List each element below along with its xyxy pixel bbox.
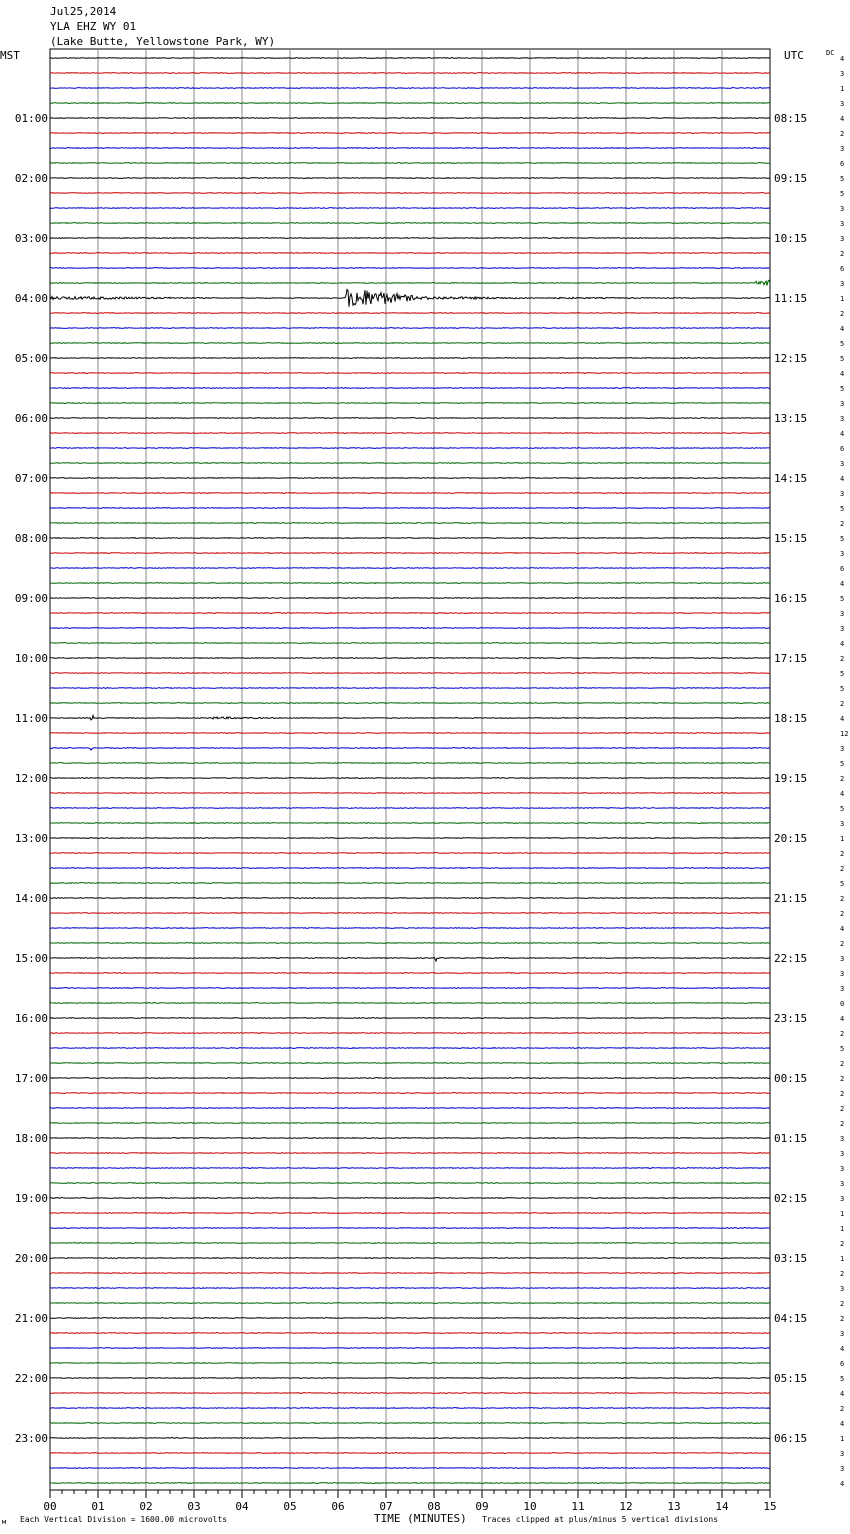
- dc-offset-label: 3: [840, 610, 845, 618]
- seismic-trace: [50, 1153, 770, 1154]
- dc-offset-label: 4: [840, 1390, 845, 1398]
- seismic-trace: [50, 703, 770, 704]
- dc-offset-label: 2: [840, 865, 845, 873]
- dc-offset-label: 3: [840, 1285, 845, 1293]
- seismic-trace: [50, 568, 770, 569]
- left-hour-label: 20:00: [14, 1252, 48, 1265]
- seismic-trace: [50, 1363, 770, 1364]
- seismic-trace: [50, 1183, 770, 1184]
- seismic-trace: [50, 748, 770, 750]
- left-hour-label: 16:00: [14, 1012, 48, 1025]
- seismic-trace: [50, 1048, 770, 1049]
- dc-offset-label: 2: [840, 310, 845, 318]
- dc-offset-label: 5: [840, 595, 845, 603]
- right-hour-label: 03:15: [774, 1252, 808, 1265]
- dc-offset-label: 3: [840, 985, 845, 993]
- dc-offset-label: 2: [840, 250, 845, 258]
- right-hour-label: 10:15: [774, 232, 808, 245]
- dc-offset-label: 3: [840, 70, 845, 78]
- seismic-trace: [50, 448, 770, 449]
- dc-offset-label: 4: [840, 430, 845, 438]
- dc-offset-label: 12: [840, 730, 849, 738]
- x-tick-label: 02: [139, 1500, 153, 1513]
- seismic-trace: [50, 58, 770, 59]
- right-hour-label: 13:15: [774, 412, 808, 425]
- dc-offset-label: 2: [840, 775, 845, 783]
- seismic-trace: [50, 928, 770, 929]
- dc-offset-label: 3: [840, 745, 845, 753]
- seismic-trace: [50, 289, 770, 306]
- x-tick-label: 00: [43, 1500, 57, 1513]
- dc-offset-label: 6: [840, 265, 845, 273]
- dc-offset-label: 5: [840, 1045, 845, 1053]
- dc-offset-label: 3: [840, 235, 845, 243]
- dc-offset-label: 5: [840, 385, 845, 393]
- dc-offset-label: 3: [840, 625, 845, 633]
- dc-offset-label: 2: [840, 910, 845, 918]
- seismic-trace: [50, 1468, 770, 1469]
- dc-offset-label: 6: [840, 445, 845, 453]
- right-hour-label: 06:15: [774, 1432, 808, 1445]
- seismic-trace: [50, 1033, 770, 1034]
- seismic-trace: [50, 238, 770, 239]
- seismic-trace: [50, 178, 770, 179]
- seismic-trace: [50, 1003, 770, 1004]
- dc-offset-label: 2: [840, 1090, 845, 1098]
- dc-offset-label: 2: [840, 700, 845, 708]
- dc-offset-label: 3: [840, 1135, 845, 1143]
- dc-offset-label: 2: [840, 1105, 845, 1113]
- dc-offset-label: 4: [840, 1480, 845, 1488]
- dc-offset-label: 3: [840, 1165, 845, 1173]
- left-hour-label: 19:00: [14, 1192, 48, 1205]
- trace-lines: [50, 58, 770, 1484]
- right-hour-label: 02:15: [774, 1192, 808, 1205]
- dc-offset-label: 2: [840, 520, 845, 528]
- dc-offset-label: 5: [840, 670, 845, 678]
- x-tick-label: 04: [235, 1500, 249, 1513]
- plot-frame: [50, 49, 770, 1490]
- left-hour-label: 13:00: [14, 832, 48, 845]
- seismic-trace: [50, 118, 770, 119]
- date-label: Jul25,2014: [50, 5, 117, 18]
- dc-offset-label: 3: [840, 1195, 845, 1203]
- left-hour-label: 08:00: [14, 532, 48, 545]
- seismic-trace: [50, 343, 770, 344]
- dc-offset-label: 1: [840, 1210, 845, 1218]
- x-tick-label: 10: [523, 1500, 537, 1513]
- dc-offset-label: 6: [840, 1360, 845, 1368]
- dc-offset-label: 5: [840, 685, 845, 693]
- dc-offset-label: 3: [840, 490, 845, 498]
- right-hour-label: 16:15: [774, 592, 808, 605]
- clip-note: Traces clipped at plus/minus 5 vertical divisions: [482, 1515, 719, 1524]
- seismic-trace: [50, 1378, 770, 1379]
- dc-offset-label: 5: [840, 760, 845, 768]
- right-hour-label: 20:15: [774, 832, 808, 845]
- seismic-trace: [50, 148, 770, 149]
- right-hour-label: 09:15: [774, 172, 808, 185]
- seismic-trace: [50, 493, 770, 494]
- dc-offset-label: 4: [840, 475, 845, 483]
- dc-label: DC: [826, 49, 835, 57]
- seismic-trace: [50, 733, 770, 734]
- dc-offset-label: 4: [840, 790, 845, 798]
- left-hour-label: 18:00: [14, 1132, 48, 1145]
- location-label: (Lake Butte, Yellowstone Park, WY): [50, 35, 276, 48]
- dc-offset-label: 3: [840, 1450, 845, 1458]
- seismic-trace: [50, 328, 770, 329]
- x-tick-label: 13: [667, 1500, 681, 1513]
- right-hour-label: 08:15: [774, 112, 808, 125]
- dc-offset-label: 4: [840, 640, 845, 648]
- dc-offset-label: 2: [840, 130, 845, 138]
- dc-offset-label: 3: [840, 100, 845, 108]
- seismic-trace: [50, 73, 770, 74]
- seismic-trace: [50, 223, 770, 224]
- left-timezone-label: MST: [0, 49, 20, 62]
- scale-note: Each Vertical Division = 1600.00 microvolts: [20, 1515, 228, 1524]
- seismic-trace: [50, 1018, 770, 1019]
- dc-offset-label: 4: [840, 715, 845, 723]
- dc-offset-label: 2: [840, 1240, 845, 1248]
- dc-offset-label: 5: [840, 355, 845, 363]
- left-hour-label: 17:00: [14, 1072, 48, 1085]
- left-hour-label: 15:00: [14, 952, 48, 965]
- seismic-trace: [50, 1393, 770, 1394]
- seismic-trace: [50, 313, 770, 314]
- seismic-trace: [50, 778, 770, 779]
- right-timezone-label: UTC: [784, 49, 804, 62]
- seismic-trace: [50, 1288, 770, 1289]
- seismic-trace: [50, 1303, 770, 1304]
- dc-offset-label: 5: [840, 340, 845, 348]
- seismic-trace: [50, 688, 770, 689]
- seismic-trace: [50, 403, 770, 404]
- left-hour-label: 14:00: [14, 892, 48, 905]
- dc-offset-label: 2: [840, 1300, 845, 1308]
- dc-offset-label: 2: [840, 1030, 845, 1038]
- dc-offset-label: 2: [840, 1075, 845, 1083]
- seismic-trace: [50, 433, 770, 434]
- seismic-trace: [50, 103, 770, 104]
- seismic-trace: [50, 973, 770, 974]
- dc-offset-label: 3: [840, 1465, 845, 1473]
- dc-offset-label: 3: [840, 1330, 845, 1338]
- dc-offset-label: 5: [840, 805, 845, 813]
- seismic-trace: [50, 643, 770, 644]
- x-tick-label: 01: [91, 1500, 105, 1513]
- right-hour-label: 22:15: [774, 952, 808, 965]
- seismic-trace: [50, 673, 770, 674]
- seismic-trace: [50, 658, 770, 659]
- dc-offset-label: 1: [840, 85, 845, 93]
- right-hour-label: 00:15: [774, 1072, 808, 1085]
- seismic-trace: [50, 868, 770, 869]
- dc-offset-label: 2: [840, 1060, 845, 1068]
- dc-offset-label: 3: [840, 220, 845, 228]
- seismic-trace: [50, 373, 770, 374]
- dc-offset-label: 6: [840, 565, 845, 573]
- left-hour-label: 22:00: [14, 1372, 48, 1385]
- seismic-trace: [50, 1198, 770, 1199]
- seismic-trace: [50, 913, 770, 914]
- station-label: YLA EHZ WY 01: [50, 20, 137, 33]
- dc-offset-label: 3: [840, 1180, 845, 1188]
- seismic-trace: [50, 418, 770, 419]
- dc-offset-label: 6: [840, 160, 845, 168]
- seismic-trace: [50, 1258, 770, 1259]
- grid: [50, 49, 770, 1490]
- left-hour-label: 10:00: [14, 652, 48, 665]
- dc-offset-label: 1: [840, 1435, 845, 1443]
- seismic-trace: [50, 838, 770, 839]
- seismic-trace: [50, 1438, 770, 1439]
- seismic-trace: [50, 538, 770, 539]
- left-hour-label: 09:00: [14, 592, 48, 605]
- dc-offset-label: 4: [840, 925, 845, 933]
- left-hour-label: 06:00: [14, 412, 48, 425]
- right-hour-label: 04:15: [774, 1312, 808, 1325]
- seismic-trace: [50, 1453, 770, 1454]
- seismic-trace: [50, 1333, 770, 1334]
- seismic-trace: [50, 1423, 770, 1424]
- seismic-trace: [50, 988, 770, 989]
- seismic-trace: [50, 1063, 770, 1064]
- dc-offset-label: 3: [840, 955, 845, 963]
- x-tick-label: 08: [427, 1500, 441, 1513]
- dc-offset-label: 2: [840, 940, 845, 948]
- dc-offset-label: 4: [840, 1420, 845, 1428]
- x-tick-label: 07: [379, 1500, 393, 1513]
- dc-offset-label: 3: [840, 460, 845, 468]
- axis-labels: [15, 55, 849, 1513]
- left-hour-label: 11:00: [14, 712, 48, 725]
- seismic-trace: [50, 1108, 770, 1109]
- seismic-trace: [50, 943, 770, 944]
- dc-offset-label: 1: [840, 835, 845, 843]
- seismic-trace: [50, 1138, 770, 1139]
- seismic-trace: [50, 613, 770, 614]
- seismic-trace: [50, 1168, 770, 1169]
- dc-offset-label: 2: [840, 1315, 845, 1323]
- seismic-trace: [50, 883, 770, 884]
- seismic-trace: [50, 808, 770, 809]
- dc-offset-label: 5: [840, 175, 845, 183]
- right-hour-label: 21:15: [774, 892, 808, 905]
- dc-offset-label: 4: [840, 370, 845, 378]
- dc-offset-label: 3: [840, 970, 845, 978]
- seismic-trace: [50, 280, 770, 285]
- x-tick-label: 06: [331, 1500, 345, 1513]
- seismic-trace: [50, 1213, 770, 1214]
- seismic-trace: [50, 508, 770, 509]
- seismic-trace: [50, 1228, 770, 1229]
- dc-offset-label: 3: [840, 205, 845, 213]
- right-hour-label: 12:15: [774, 352, 808, 365]
- x-tick-label: 09: [475, 1500, 489, 1513]
- dc-offset-label: 1: [840, 1225, 845, 1233]
- dc-offset-label: 2: [840, 895, 845, 903]
- dc-offset-label: 4: [840, 580, 845, 588]
- corner-mark: м: [2, 1518, 7, 1526]
- dc-offset-label: 3: [840, 1150, 845, 1158]
- dc-offset-label: 2: [840, 655, 845, 663]
- dc-offset-label: 5: [840, 190, 845, 198]
- dc-offset-label: 1: [840, 295, 845, 303]
- dc-offset-label: 3: [840, 400, 845, 408]
- dc-offset-label: 4: [840, 115, 845, 123]
- dc-offset-label: 3: [840, 415, 845, 423]
- x-tick-label: 11: [571, 1500, 585, 1513]
- seismic-trace: [50, 478, 770, 479]
- right-hour-label: 15:15: [774, 532, 808, 545]
- right-hour-label: 18:15: [774, 712, 808, 725]
- seismic-trace: [50, 957, 770, 961]
- seismic-trace: [50, 1078, 770, 1079]
- right-hour-label: 14:15: [774, 472, 808, 485]
- dc-offset-label: 5: [840, 505, 845, 513]
- seismic-trace: [50, 598, 770, 599]
- dc-offset-label: 4: [840, 1015, 845, 1023]
- seismic-trace: [50, 582, 770, 583]
- seismic-trace: [50, 1123, 770, 1124]
- seismic-trace: [50, 133, 770, 134]
- seismic-trace: [50, 1318, 770, 1319]
- dc-offset-label: 2: [840, 1405, 845, 1413]
- dc-offset-label: 2: [840, 1120, 845, 1128]
- x-tick-label: 14: [715, 1500, 729, 1513]
- seismic-trace: [50, 163, 770, 164]
- right-hour-label: 19:15: [774, 772, 808, 785]
- seismic-trace: [50, 553, 770, 554]
- dc-offset-label: 2: [840, 1270, 845, 1278]
- seismic-trace: [50, 1093, 770, 1094]
- dc-offset-label: 5: [840, 880, 845, 888]
- left-hour-label: 03:00: [14, 232, 48, 245]
- left-hour-label: 07:00: [14, 472, 48, 485]
- x-tick-label: 15: [763, 1500, 777, 1513]
- right-hour-label: 17:15: [774, 652, 808, 665]
- seismic-trace: [50, 628, 770, 629]
- seismic-trace: [50, 1348, 770, 1349]
- seismic-trace: [50, 463, 770, 464]
- x-tick-label: 03: [187, 1500, 201, 1513]
- dc-offset-label: 3: [840, 550, 845, 558]
- seismic-trace: [50, 88, 770, 89]
- seismic-trace: [50, 823, 770, 824]
- seismic-trace: [50, 853, 770, 854]
- left-hour-label: 12:00: [14, 772, 48, 785]
- right-hour-label: 11:15: [774, 292, 808, 305]
- seismic-trace: [50, 1408, 770, 1409]
- x-tick-label: 05: [283, 1500, 297, 1513]
- left-hour-label: 21:00: [14, 1312, 48, 1325]
- seismic-trace: [50, 1243, 770, 1244]
- seismic-trace: [50, 358, 770, 359]
- seismic-trace: [50, 388, 770, 389]
- left-hour-label: 02:00: [14, 172, 48, 185]
- x-axis-title: TIME (MINUTES): [374, 1512, 467, 1525]
- x-tick-label: 12: [619, 1500, 633, 1513]
- seismic-trace: [50, 1483, 770, 1484]
- dc-offset-label: 2: [840, 850, 845, 858]
- left-hour-label: 23:00: [14, 1432, 48, 1445]
- seismic-trace: [50, 793, 770, 794]
- dc-offset-label: 5: [840, 1375, 845, 1383]
- dc-offset-label: 5: [840, 535, 845, 543]
- right-hour-label: 01:15: [774, 1132, 808, 1145]
- seismic-trace: [50, 193, 770, 194]
- right-hour-label: 23:15: [774, 1012, 808, 1025]
- dc-offset-label: 3: [840, 145, 845, 153]
- dc-offset-label: 4: [840, 1345, 845, 1353]
- right-hour-label: 05:15: [774, 1372, 808, 1385]
- seismic-trace: [50, 715, 770, 719]
- seismic-trace: [50, 268, 770, 269]
- seismic-trace: [50, 208, 770, 209]
- seismic-trace: [50, 898, 770, 899]
- dc-offset-label: 1: [840, 1255, 845, 1263]
- dc-offset-label: 4: [840, 325, 845, 333]
- left-hour-label: 05:00: [14, 352, 48, 365]
- dc-offset-label: 3: [840, 280, 845, 288]
- seismic-trace: [50, 253, 770, 254]
- left-hour-label: 04:00: [14, 292, 48, 305]
- seismic-trace: [50, 763, 770, 764]
- dc-offset-label: 4: [840, 55, 845, 63]
- seismic-trace: [50, 1273, 770, 1274]
- dc-offset-label: 3: [840, 820, 845, 828]
- seismic-trace: [50, 523, 770, 524]
- left-hour-label: 01:00: [14, 112, 48, 125]
- dc-offset-label: 0: [840, 1000, 845, 1008]
